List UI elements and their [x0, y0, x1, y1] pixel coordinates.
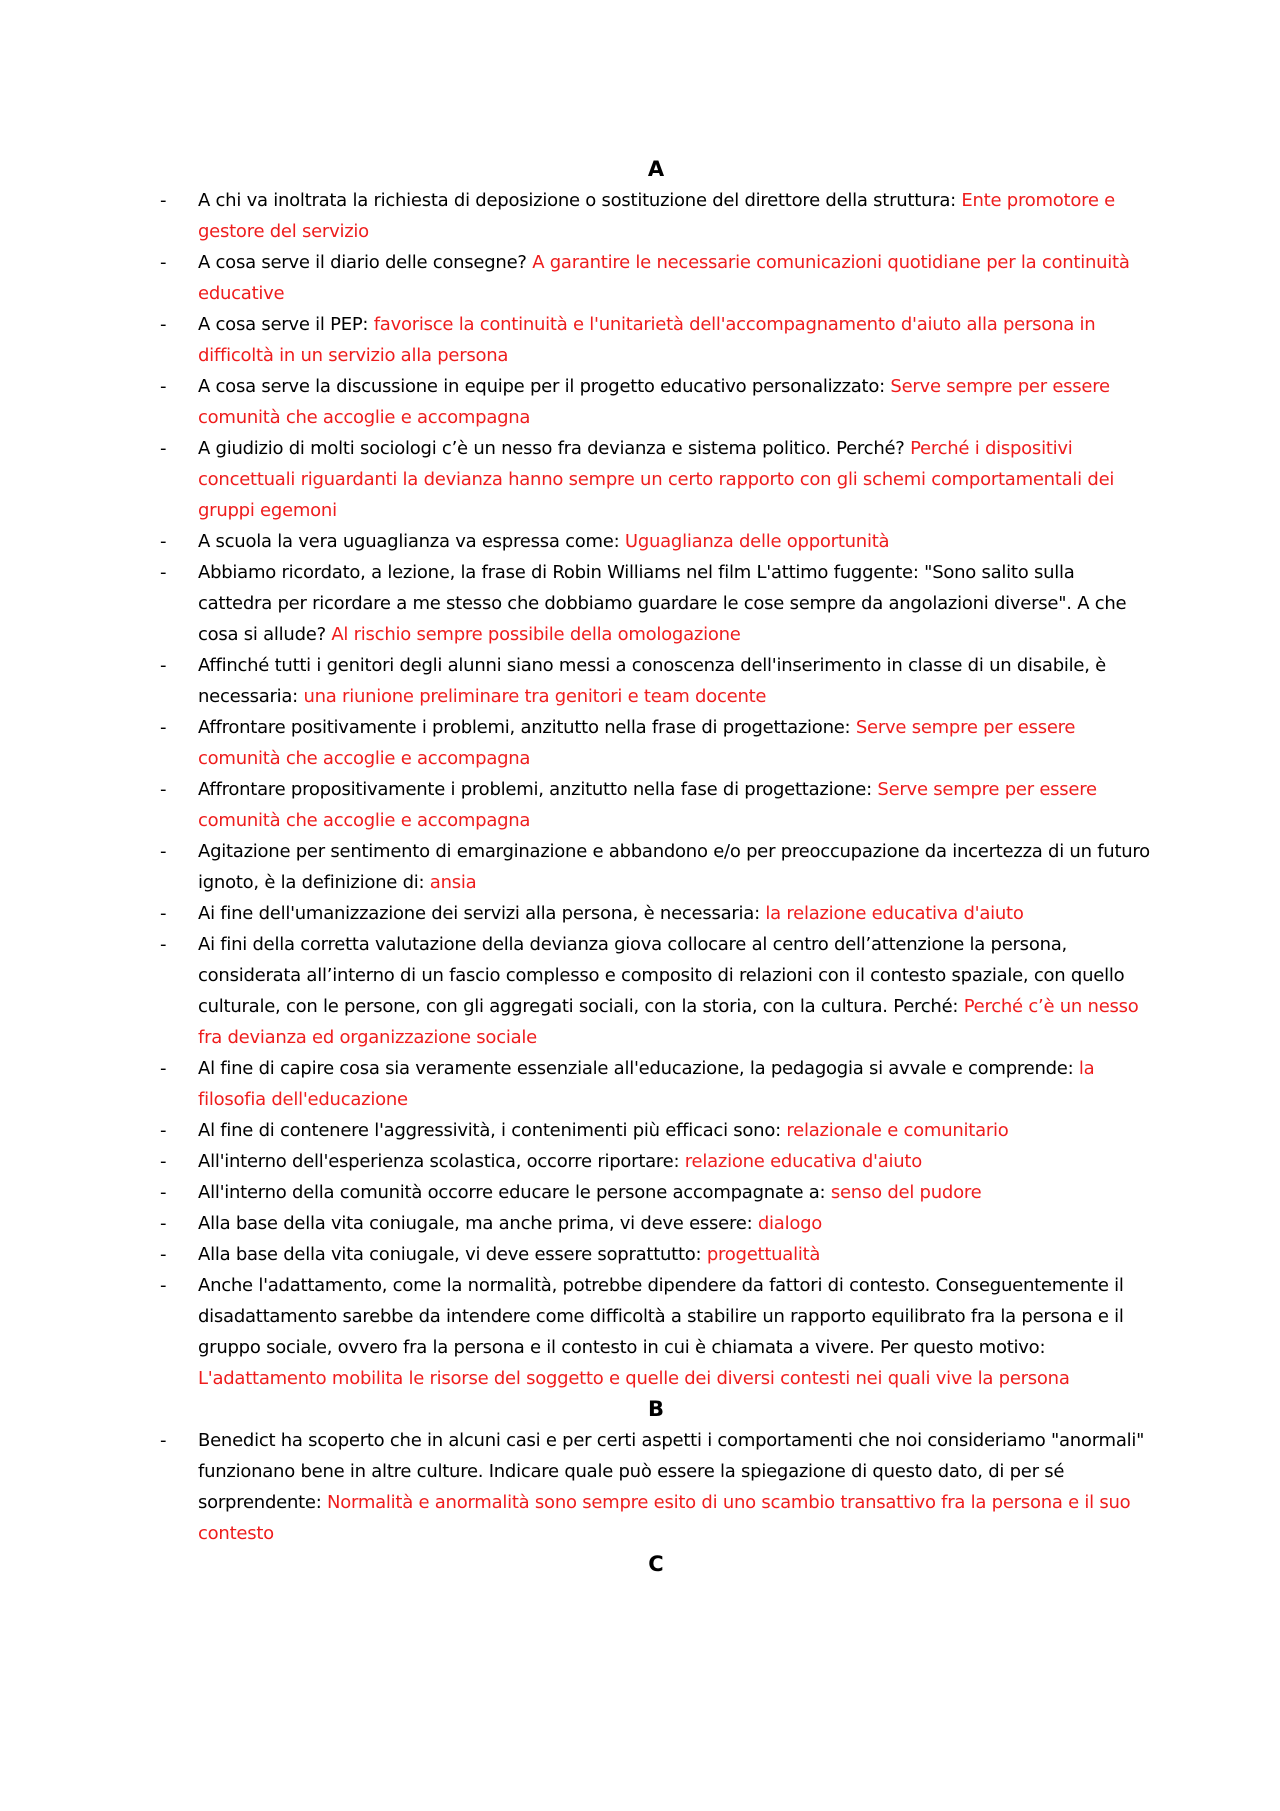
list-item — [160, 1425, 1152, 1549]
list-item — [160, 1115, 1152, 1146]
list-bullet-dash: - — [160, 1213, 167, 1234]
list-bullet-dash: - — [160, 562, 167, 583]
list-item — [160, 247, 1152, 309]
answer-text: senso del pudore — [830, 1182, 982, 1203]
section-c — [160, 1549, 1152, 1580]
section-b — [160, 1394, 1152, 1549]
list-item — [160, 836, 1152, 898]
question-list — [160, 185, 1152, 1394]
section-heading: A — [647, 157, 665, 181]
list-bullet-dash: - — [160, 934, 167, 955]
list-item — [160, 1146, 1152, 1177]
question-text: A giudizio di molti sociologi c’è un nesso fra devianza e sistema politico. Perché? — [198, 438, 911, 459]
question-text: Al fine di capire cosa sia veramente essenziale all'educazione, la pedagogia si avvale e comprende: — [198, 1058, 1079, 1079]
answer-text: progettualità — [706, 1244, 821, 1265]
list-item — [160, 774, 1152, 836]
list-item — [160, 1270, 1152, 1394]
answer-text: ansia — [429, 872, 477, 893]
list-bullet-dash: - — [160, 190, 167, 211]
list-bullet-dash: - — [160, 1275, 167, 1296]
list-bullet-dash: - — [160, 252, 167, 273]
list-item — [160, 371, 1152, 433]
list-bullet-dash: - — [160, 903, 167, 924]
answer-text: Serve sempre per essere comunità che accoglie e accompagna — [198, 376, 1110, 428]
question-text: A cosa serve la discussione in equipe per il progetto educativo personalizzato: — [198, 376, 891, 397]
list-item — [160, 898, 1152, 929]
list-item — [160, 929, 1152, 1053]
answer-text: favorisce la continuità e l'unitarietà dell'accompagnamento d'aiuto alla persona in difficoltà in un servizio alla persona — [198, 314, 1096, 366]
list-bullet-dash: - — [160, 717, 167, 738]
list-item — [160, 1177, 1152, 1208]
section-heading: C — [648, 1552, 664, 1576]
question-text: Benedict ha scoperto che in alcuni casi e per certi aspetti i comportamenti che noi consideriamo "anormali" funzionano bene in altre culture. Indicare quale può essere la spiegazione di questo dato, di per sé sorprendente: — [198, 1430, 1145, 1513]
list-item — [160, 1053, 1152, 1115]
list-item — [160, 309, 1152, 371]
answer-text: la relazione educativa d'aiuto — [765, 903, 1024, 924]
answer-text: una riunione preliminare tra genitori e team docente — [303, 686, 767, 707]
answer-text: relazione educativa d'aiuto — [684, 1151, 923, 1172]
list-bullet-dash: - — [160, 376, 167, 397]
section-heading: B — [647, 1397, 664, 1421]
answer-text: Uguaglianza delle opportunità — [624, 531, 890, 552]
list-bullet-dash: - — [160, 655, 167, 676]
question-text: Al fine di contenere l'aggressività, i contenimenti più efficaci sono: — [198, 1120, 787, 1141]
question-text: Ai fine dell'umanizzazione dei servizi alla persona, è necessaria: — [198, 903, 766, 924]
question-text: A scuola la vera uguaglianza va espressa come: — [198, 531, 625, 552]
question-text: A cosa serve il diario delle consegne? — [198, 252, 533, 273]
answer-text: Serve sempre per essere comunità che accoglie e accompagna — [198, 779, 1097, 831]
question-text: Affinché tutti i genitori degli alunni siano messi a conoscenza dell'inserimento in classe di un disabile, è necessaria: — [198, 655, 1106, 707]
list-bullet-dash: - — [160, 1151, 167, 1172]
list-bullet-dash: - — [160, 1430, 167, 1451]
answer-text: L'adattamento mobilita le risorse del soggetto e quelle dei diversi contesti nei quali vive la persona — [198, 1368, 1070, 1389]
question-text: All'interno della comunità occorre educare le persone accompagnate a: — [198, 1182, 831, 1203]
question-text: Alla base della vita coniugale, vi deve essere soprattutto: — [198, 1244, 707, 1265]
answer-text: relazionale e comunitario — [786, 1120, 1009, 1141]
document-content — [160, 154, 1152, 1580]
list-item — [160, 650, 1152, 712]
list-item — [160, 712, 1152, 774]
list-bullet-dash: - — [160, 1182, 167, 1203]
answer-text: dialogo — [757, 1213, 823, 1234]
answer-text: Al rischio sempre possibile della omologazione — [331, 624, 741, 645]
section-a — [160, 154, 1152, 1394]
answer-text: Perché c’è un nesso fra devianza ed organizzazione sociale — [198, 996, 1139, 1048]
answer-text: Serve sempre per essere comunità che accoglie e accompagna — [198, 717, 1076, 769]
question-text: Abbiamo ricordato, a lezione, la frase di Robin Williams nel film L'attimo fuggente: "Sono salito sulla cattedra per ricordare a me stesso che dobbiamo guardare le cose sempre da angolazioni diverse". A che cosa si allude? — [198, 562, 1127, 645]
question-text: All'interno dell'esperienza scolastica, occorre riportare: — [198, 1151, 685, 1172]
list-bullet-dash: - — [160, 1244, 167, 1265]
question-text: A chi va inoltrata la richiesta di deposizione o sostituzione del direttore della struttura: — [198, 190, 962, 211]
answer-text: Ente promotore e gestore del servizio — [198, 190, 1115, 242]
list-item — [160, 1239, 1152, 1270]
list-bullet-dash: - — [160, 314, 167, 335]
question-text: Ai fini della corretta valutazione della devianza giova collocare al centro dell’attenzione la persona, considerata all’interno di un fascio complesso e composito di relazioni con il contesto spaziale, con quello culturale, con le persone, con gli aggregati sociali, con la storia, con la cultura. Perché: — [198, 934, 1125, 1017]
list-item — [160, 185, 1152, 247]
list-bullet-dash: - — [160, 531, 167, 552]
question-text: Affrontare propositivamente i problemi, anzitutto nella fase di progettazione: — [198, 779, 878, 800]
question-list — [160, 1425, 1152, 1549]
list-item — [160, 526, 1152, 557]
list-bullet-dash: - — [160, 779, 167, 800]
question-text: Agitazione per sentimento di emarginazione e abbandono e/o per preoccupazione da incertezza di un futuro ignoto, è la definizione di: — [198, 841, 1150, 893]
answer-text: Perché i dispositivi concettuali riguardanti la devianza hanno sempre un certo rapporto con gli schemi comportamentali dei gruppi egemoni — [198, 438, 1115, 521]
question-text: Affrontare positivamente i problemi, anzitutto nella frase di progettazione: — [198, 717, 856, 738]
list-item — [160, 1208, 1152, 1239]
question-text: A cosa serve il PEP: — [198, 314, 374, 335]
list-item — [160, 433, 1152, 526]
list-bullet-dash: - — [160, 438, 167, 459]
list-bullet-dash: - — [160, 841, 167, 862]
list-bullet-dash: - — [160, 1120, 167, 1141]
answer-text: Normalità e anormalità sono sempre esito di uno scambio transattivo fra la persona e il suo contesto — [198, 1492, 1131, 1544]
question-text: Alla base della vita coniugale, ma anche prima, vi deve essere: — [198, 1213, 758, 1234]
answer-text: A garantire le necessarie comunicazioni quotidiane per la continuità educative — [198, 252, 1130, 304]
answer-text: la filosofia dell'educazione — [198, 1058, 1095, 1110]
list-item — [160, 557, 1152, 650]
list-bullet-dash: - — [160, 1058, 167, 1079]
question-text: Anche l'adattamento, come la normalità, potrebbe dipendere da fattori di contesto. Conseguentemente il disadattamento sarebbe da intendere come difficoltà a stabilire un rapporto equilibrato fra la persona e il gruppo sociale, ovvero fra la persona e il contesto in cui è chiamata a vivere. Per questo motivo: — [198, 1275, 1124, 1358]
